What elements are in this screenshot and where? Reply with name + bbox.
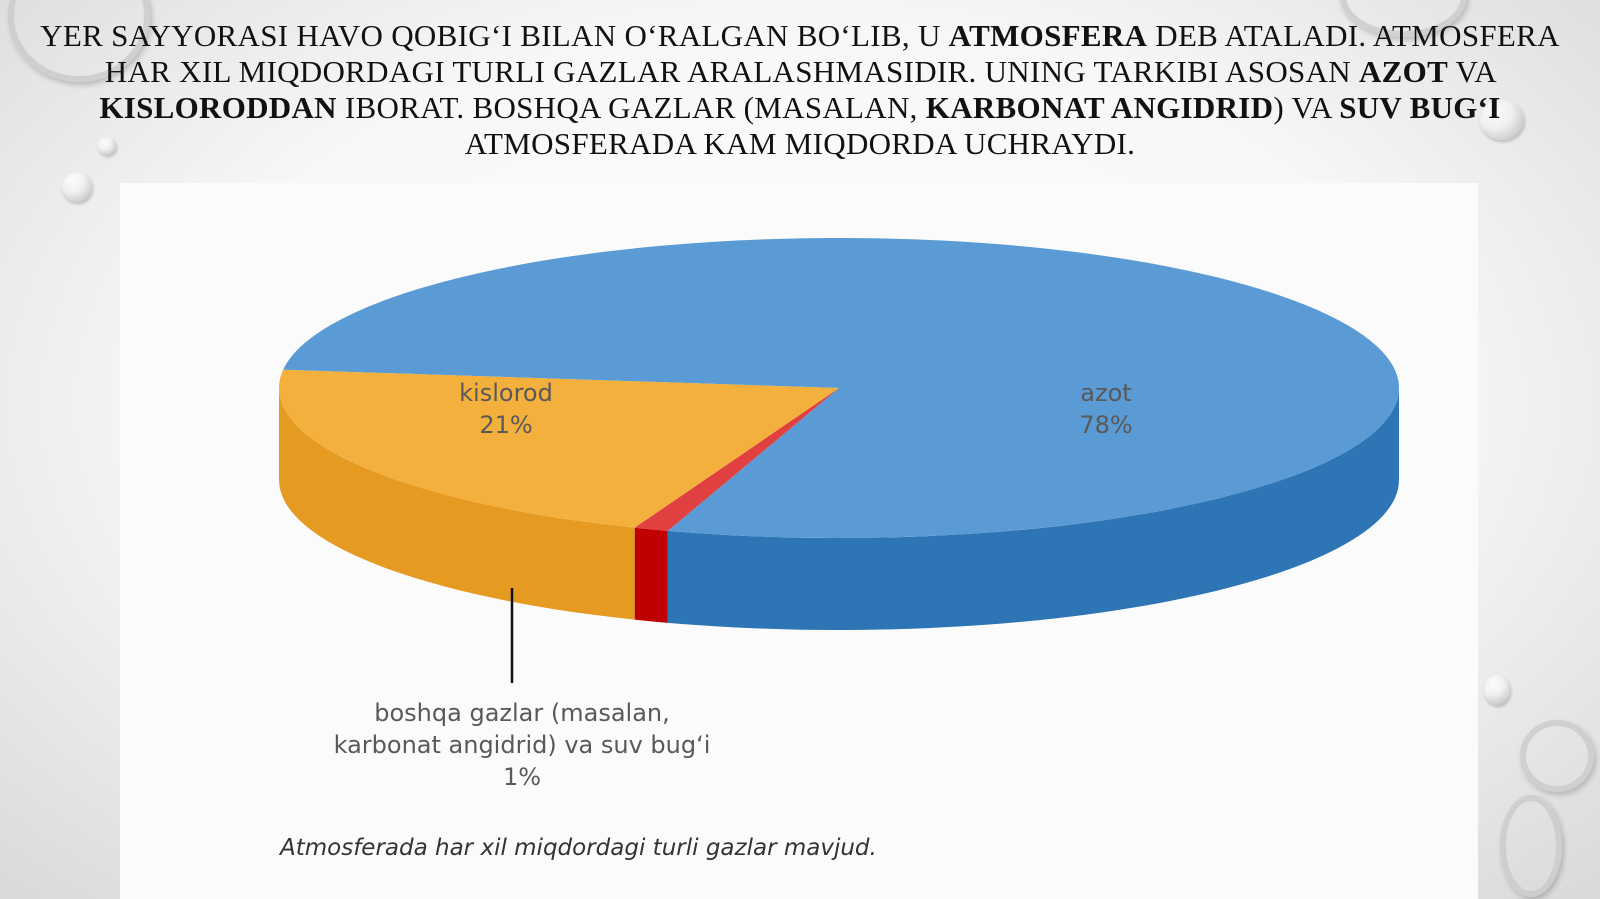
headline-bold-term: AZOT	[1359, 54, 1449, 89]
slice-value-kislorod: 21%	[479, 411, 533, 439]
headline-bold-term: KARBONAT ANGIDRID	[925, 90, 1274, 125]
headline-bold-term: SUV BUG‘I	[1339, 90, 1501, 125]
pie-side-boshqa	[635, 528, 668, 623]
headline-text: ATMOSFERADA KAM MIQDORDA UCHRAYDI.	[464, 126, 1136, 161]
water-drop-decoration	[62, 172, 92, 202]
water-drop-decoration	[1484, 675, 1510, 705]
chart-panel	[120, 183, 1478, 899]
callout-label-line-1: boshqa gazlar (masalan,	[374, 699, 670, 727]
slide-headline	[20, 18, 1580, 162]
callout-value: 1%	[502, 763, 542, 791]
callout-label-line-2: karbonat angidrid) va suv bug‘i	[333, 731, 711, 759]
slice-label-azot: azot	[1080, 379, 1132, 407]
water-drop-decoration	[1520, 720, 1594, 792]
pie-chart	[120, 183, 1478, 899]
headline-bold-term: KISLORODDAN	[99, 90, 337, 125]
headline-bold-term: ATMOSFERA	[948, 18, 1148, 53]
headline-text: IBORAT. BOSHQA GAZLAR (MASALAN,	[336, 90, 926, 125]
slice-label-kislorod: kislorod	[459, 379, 553, 407]
water-drop-decoration	[1500, 795, 1562, 897]
headline-text: VA	[1448, 54, 1496, 89]
chart-caption: Atmosferada har xil miqdordagi turli gazlar mavjud.	[280, 835, 877, 861]
headline-text: YER SAYYORASI HAVO QOBIG‘I BILAN O‘RALGAN BO‘LIB, U	[40, 18, 949, 53]
headline-text: DEB ATALADI. ATMOSFERA HAR XIL MIQDORDAGI TURLI GAZLAR ARALASHMASIDIR. UNING TARKIBI ASOSAN	[104, 18, 1560, 89]
pie-tops	[279, 238, 1399, 538]
slice-value-azot: 78%	[1079, 411, 1133, 439]
headline-text: ) VA	[1273, 90, 1340, 125]
